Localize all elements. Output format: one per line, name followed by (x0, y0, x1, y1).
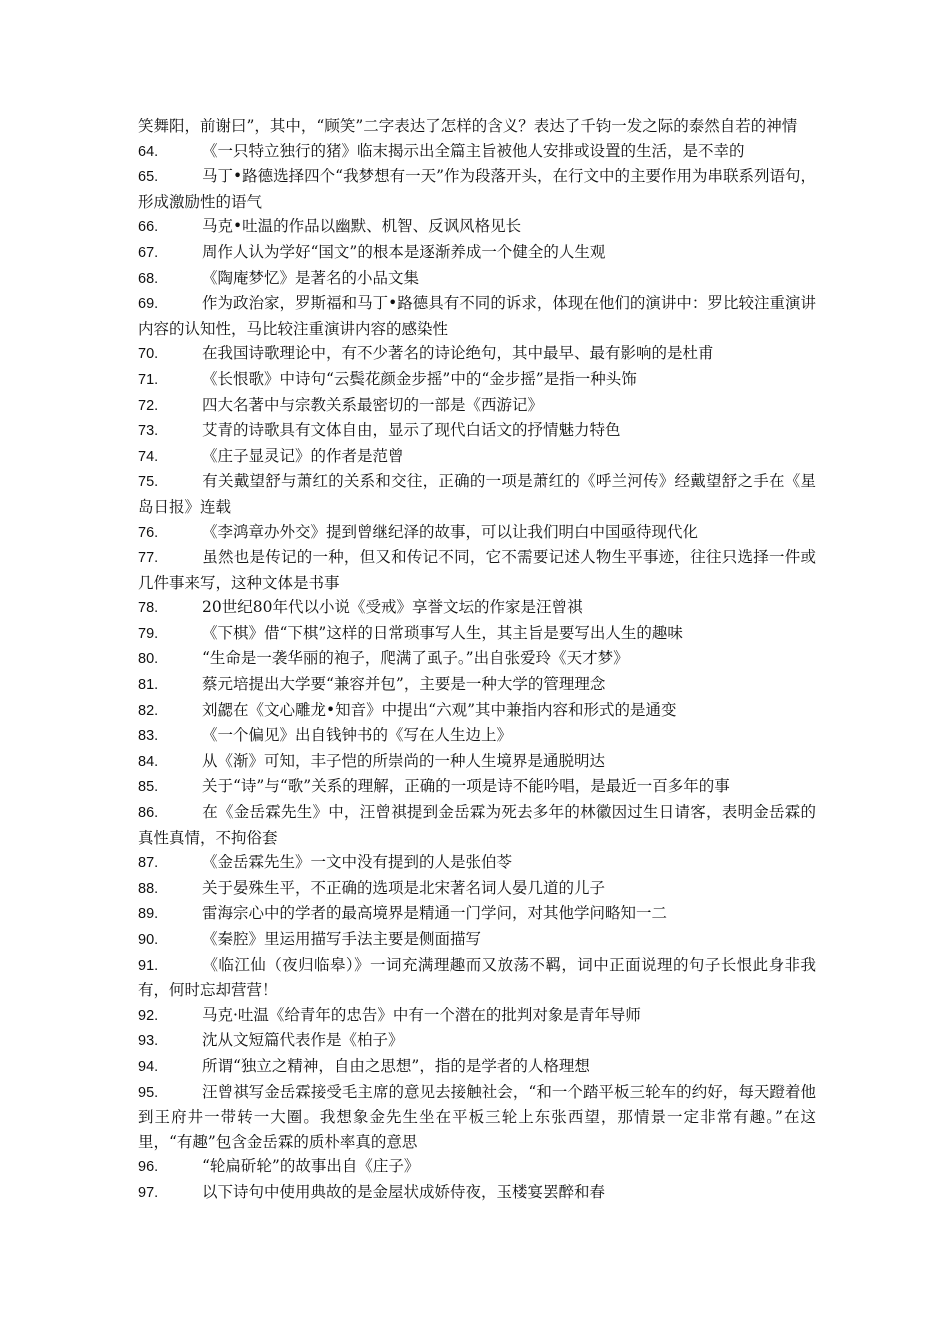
list-item (138, 1080, 816, 1155)
item-number: 88. (138, 880, 159, 897)
list-item (138, 1154, 816, 1180)
item-number: 75. (138, 474, 159, 491)
item-number: 79. (138, 625, 159, 642)
list-item (138, 672, 816, 698)
item-number: 90. (138, 932, 159, 948)
item-text: 《庄子显灵记》的作者是范曾 (202, 446, 404, 465)
list-item (138, 953, 816, 1003)
list-item (138, 139, 816, 165)
item-text: 《临江仙（夜归临皋）》一词充满理趣而又放荡不羁，词中正面说理的句子长恨此身非我有，何时忘却营营！ (138, 955, 816, 1000)
item-text: 《下棋》借“下棋”这样的日常琐事写人生，其主旨是要写出人生的趣味 (202, 623, 683, 642)
document-body (138, 114, 816, 1206)
item-text: 马克·吐温《给青年的忠告》中有一个潜在的批判对象是青年导师 (202, 1005, 641, 1024)
list-item (138, 927, 816, 953)
item-text: 从《渐》可知，丰子恺的所崇尚的一种人生境界是通脱明达 (202, 751, 606, 770)
item-number: 82. (138, 702, 159, 719)
item-text: 沈从文短篇代表作是《柏子》 (202, 1031, 404, 1050)
list-item (138, 367, 816, 393)
item-text: 艾青的诗歌具有文体自由，显示了现代白话文的抒情魅力特色 (202, 421, 621, 440)
item-text: 蔡元培提出大学要“兼容并包”，主要是一种大学的管理理念 (202, 675, 606, 694)
item-number: 66. (138, 219, 159, 236)
item-text: 虽然也是传记的一种，但又和传记不同，它不需要记述人物生平事迹，往往只选择一件或几件事来写，这种文体是书事 (138, 548, 816, 592)
item-text: 《金岳霖先生》一文中没有提到的人是张伯苓 (202, 853, 513, 872)
item-number: 73. (138, 423, 159, 440)
list-item (138, 520, 816, 546)
list-item (138, 291, 816, 341)
item-number: 85. (138, 779, 159, 796)
list-item (138, 850, 816, 876)
item-number: 96. (138, 1159, 159, 1176)
list-item (138, 595, 816, 621)
item-text: 《一个偏见》出自钱钟书的《写在人生边上》 (202, 726, 513, 745)
item-text: 关于晏殊生平，不正确的选项是北宋著名词人晏几道的儿子 (202, 878, 606, 897)
item-number: 69. (138, 296, 159, 313)
item-number: 86. (138, 805, 159, 822)
item-number: 81. (138, 677, 159, 694)
answer-list (138, 139, 816, 1206)
item-text: 在我国诗歌理论中，有不少著名的诗论绝句，其中最早、最有影响的是杜甫 (202, 344, 714, 363)
list-item (138, 444, 816, 470)
item-text: 《一只特立独行的猪》临末揭示出全篇主旨被他人安排或设置的生活，是不幸的 (202, 141, 745, 160)
item-text: 《长恨歌》中诗句“云鬓花颜金步摇”中的“金步摇”是指一种头饰 (202, 369, 637, 388)
item-number: 89. (138, 906, 159, 923)
item-number: 83. (138, 728, 159, 745)
item-text: 刘勰在《文心雕龙•知音》中提出“六观”其中兼指内容和形式的是通变 (202, 700, 677, 719)
list-item (138, 1003, 816, 1029)
item-number: 64. (138, 143, 159, 160)
item-number: 74. (138, 448, 159, 465)
list-item (138, 214, 816, 240)
item-number: 95. (138, 1084, 159, 1101)
item-number: 92. (138, 1007, 159, 1024)
list-item (138, 646, 816, 672)
item-number: 78. (138, 600, 159, 617)
list-item (138, 749, 816, 775)
item-number: 70. (138, 346, 159, 363)
item-text: 四大名著中与宗教关系最密切的一部是《西游记》 (202, 395, 544, 414)
list-item (138, 1180, 816, 1206)
item-text: 马丁•路德选择四个“我梦想有一天”作为段落开头，在行文中的主要作用为串联系列语句，形成激励性的语气 (138, 167, 816, 211)
item-text: 雷海宗心中的学者的最高境界是精通一门学问，对其他学问略知一二 (202, 904, 668, 923)
list-item (138, 266, 816, 292)
item-number: 65. (138, 169, 159, 186)
list-item (138, 545, 816, 595)
item-number: 77. (138, 550, 159, 567)
item-text: 《陶庵梦忆》是著名的小品文集 (202, 268, 420, 287)
item-number: 93. (138, 1033, 159, 1050)
list-item (138, 698, 816, 724)
list-item (138, 901, 816, 927)
list-item (138, 723, 816, 749)
list-item (138, 393, 816, 419)
item-number: 97. (138, 1184, 159, 1201)
continuation-paragraph: 笑舞阳，前谢曰”，其中，“顾笑”二字表达了怎样的含义？表达了千钧一发之际的泰然自若的神情 (138, 117, 798, 135)
list-item (138, 164, 816, 214)
list-item (138, 240, 816, 266)
list-item (138, 1028, 816, 1054)
item-text: 《秦腔》里运用描写手法主要是侧面描写 (202, 930, 482, 948)
item-number: 94. (138, 1058, 159, 1075)
item-text: 汪曾祺写金岳霖接受毛主席的意见去接触社会，“和一个踏平板三轮车的约好，每天蹬着他到王府井一带转一大圈。我想象金先生坐在平板三轮上东张西望，那情景一定非常有趣。”在这里，“有趣”包含金岳霖的质朴率真的意思 (138, 1082, 816, 1151)
item-number: 84. (138, 753, 159, 770)
item-number: 91. (138, 957, 159, 974)
item-text: 以下诗句中使用典故的是金屋状成娇侍夜，玉楼宴罢醉和春 (202, 1182, 606, 1201)
item-text: 在《金岳霖先生》中，汪曾祺提到金岳霖为死去多年的林徽因过生日请客，表明金岳霖的真性真情，不拘俗套 (138, 803, 816, 847)
item-number: 80. (138, 651, 159, 668)
item-text: 周作人认为学好“国文”的根本是逐渐养成一个健全的人生观 (202, 242, 606, 261)
item-number: 76. (138, 524, 159, 541)
list-item (138, 876, 816, 902)
item-text: “轮扁斫轮”的故事出自《庄子》 (202, 1157, 420, 1176)
item-number: 72. (138, 397, 159, 414)
list-item (138, 774, 816, 800)
item-number: 87. (138, 855, 159, 872)
list-item (138, 621, 816, 647)
item-text: 所谓“独立之精神，自由之思想”，指的是学者的人格理想 (202, 1056, 590, 1075)
item-text: 关于“诗”与“歌”关系的理解，正确的一项是诗不能吟唱，是最近一百多年的事 (202, 777, 730, 796)
item-text: 作为政治家，罗斯福和马丁•路德具有不同的诉求，体现在他们的演讲中：罗比较注重演讲内容的认知性，马比较注重演讲内容的感染性 (138, 294, 816, 338)
item-number: 71. (138, 371, 159, 388)
item-text: 有关戴望舒与萧红的关系和交往，正确的一项是萧红的《呼兰河传》经戴望舒之手在《星岛日报》连载 (138, 472, 816, 516)
item-text: 20世纪80年代以小说《受戒》享誉文坛的作家是汪曾祺 (202, 598, 583, 617)
item-number: 68. (138, 270, 159, 287)
list-item (138, 800, 816, 850)
item-text: 《李鸿章办外交》提到曾继纪泽的故事，可以让我们明白中国亟待现代化 (202, 522, 699, 541)
item-number: 67. (138, 244, 159, 261)
list-item (138, 418, 816, 444)
item-text: “生命是一袭华丽的袍子，爬满了虱子。”出自张爱玲《天才梦》 (202, 649, 629, 668)
list-item (138, 469, 816, 519)
list-item (138, 1054, 816, 1080)
item-text: 马克•吐温的作品以幽默、机智、反讽风格见长 (202, 217, 522, 236)
list-item (138, 341, 816, 367)
